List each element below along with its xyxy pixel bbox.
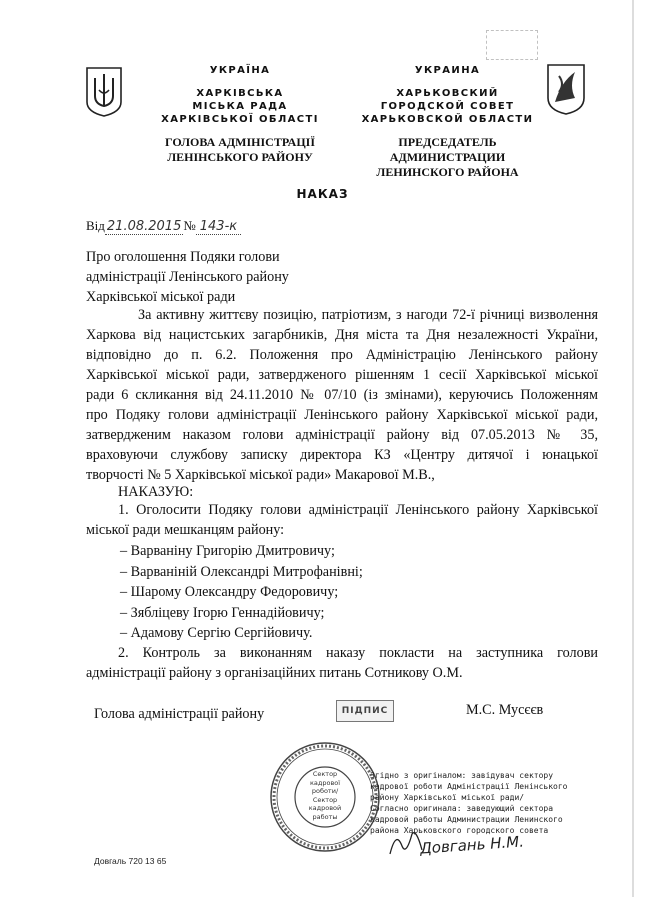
order-item-line: міської ради мешканцям району: <box>86 522 285 538</box>
number-value: 143-к <box>196 219 241 235</box>
header-right-office-line2: ЛЕНИНСКОГО РАЙОНА <box>376 165 519 179</box>
signature-stamp-label: ПІДПИС <box>341 706 389 716</box>
certification-line: Согласно оригинала: заведующий сектора <box>370 804 554 813</box>
list-item: – Варваніній Олександрі Митрофанівні; <box>120 563 363 580</box>
preamble-line: відповідно до п. 6.2. Положення про Адміністрацію Ленінського району <box>86 347 598 363</box>
header-left-office-line2: ЛЕНІНСЬКОГО РАЙОНУ <box>167 150 313 164</box>
header-left-council-line3: ХАРКІВСЬКОЇ ОБЛАСТІ <box>161 114 319 125</box>
header-right-office-line1: ПРЕДСЕДАТЕЛЬ АДМИНИСТРАЦИИ <box>389 135 506 164</box>
order-item-1 <box>86 500 598 540</box>
seal-text: Сектор <box>312 770 338 778</box>
subject-line: адміністрації Ленінського району <box>86 269 289 285</box>
certification-line: Згідно з оригіналом: завідувач сектору <box>370 771 554 780</box>
date-from-label: Від <box>86 218 105 233</box>
certification-line: кадрової роботи Адміністрації Ленінського <box>370 782 568 791</box>
signature-stamp <box>336 700 394 722</box>
list-item: – Шарому Олександру Федоровичу; <box>120 584 339 600</box>
header-right-council-line2: ГОРОДСКОЙ СОВЕТ <box>380 101 515 112</box>
kharkiv-coat-of-arms-icon <box>545 62 587 116</box>
edge-mark <box>632 0 634 897</box>
list-item: – Адамову Сергію Сергійовичу. <box>120 625 313 641</box>
header-right-council-line3: ХАРЬКОВСКОЙ ОБЛАСТИ <box>361 114 534 125</box>
preamble-line: ради 6 скликання від 24.11.2010 № 07/10 (із змінами), керуючись Положенням <box>86 387 598 403</box>
subject-line: Про оголошення Подяки голови <box>86 249 280 265</box>
order-item-line: адміністрації району з організаційних питань Сотникову О.М. <box>86 665 463 681</box>
seal-text: кадровой <box>308 804 342 812</box>
header-left-country: УКРАЇНА <box>209 65 271 76</box>
subject-line: Харківської міської ради <box>86 289 236 305</box>
subject-block <box>86 247 346 307</box>
seal-text: Сектор <box>312 795 338 804</box>
preamble-line: про Подяку голови адміністрації Ленінського району Харківської міської ради, <box>86 407 598 423</box>
certification-line: кадровой работы Администрации Ленинского <box>370 815 563 824</box>
list-item: – Зябліцеву Ігорю Геннадійовичу; <box>120 604 325 621</box>
order-item-line: 2. Контроль за виконанням наказу покласти на заступника голови <box>118 645 598 661</box>
date-value: 21.08.2015 <box>106 219 182 234</box>
certification-line: района Харьковского городского совета <box>370 826 549 835</box>
footer-executor: Довгаль 720 13 65 <box>94 856 167 866</box>
recipient-list <box>120 541 480 644</box>
preamble-line: творчості № 5 Харківської міської ради» Макарової М.В., <box>86 467 435 483</box>
header-left-office-line1: ГОЛОВА АДМІНІСТРАЦІЇ <box>165 135 315 149</box>
header-left-council-line1: ХАРКІВСЬКА <box>196 88 284 99</box>
preamble-line: затвердженим наказом голови адміністрації району від 07.05.2013 № 35, <box>86 427 598 443</box>
header-right-country: УКРАИНА <box>414 65 481 76</box>
preamble-line: Харкова від нацистських загарбників, Дня міста та Дня незалежності України, <box>86 327 598 343</box>
header-left-council-line2: МІСЬКА РАДА <box>192 101 288 112</box>
certification-signature-scribble <box>386 826 426 858</box>
date-row <box>86 218 286 234</box>
number-label: № <box>183 218 196 233</box>
corner-stamp <box>486 30 538 60</box>
order-item-line: 1. Оголосити Подяку голови адміністрації Ленінського району Харківської <box>118 502 598 518</box>
official-seal <box>268 740 382 854</box>
order-heading: НАКАЗУЮ: <box>118 484 194 500</box>
seal-text: роботи/ <box>311 787 339 795</box>
preamble-line: враховуючи службову записку директора КЗ «Центру дитячої і юнацької <box>86 447 598 463</box>
certification-line: району Харківської міської ради/ <box>370 793 525 802</box>
ukraine-coat-of-arms-icon <box>84 66 124 118</box>
signatory-name: М.С. Мусєєв <box>466 702 544 718</box>
order-item-2 <box>86 643 598 683</box>
preamble-line: За активну життєву позицію, патріотизм, з нагоди 72-ї річниці визволення <box>138 307 598 323</box>
preamble-line: Харківської міської ради, затвердженого рішенням 1 сесії Харківської міської <box>86 367 598 383</box>
seal-text: кадрової <box>309 778 341 787</box>
header-right-council-line1: ХАРЬКОВСКИЙ <box>396 88 499 99</box>
certification-signature: Довгань Н.М. <box>419 832 525 858</box>
list-item: – Варваніну Григорію Дмитровичу; <box>120 543 335 559</box>
document-title: НАКАЗ <box>296 187 349 201</box>
seal-text: работы <box>312 812 338 821</box>
signatory-position: Голова адміністрації району <box>94 706 265 722</box>
preamble <box>86 305 598 485</box>
